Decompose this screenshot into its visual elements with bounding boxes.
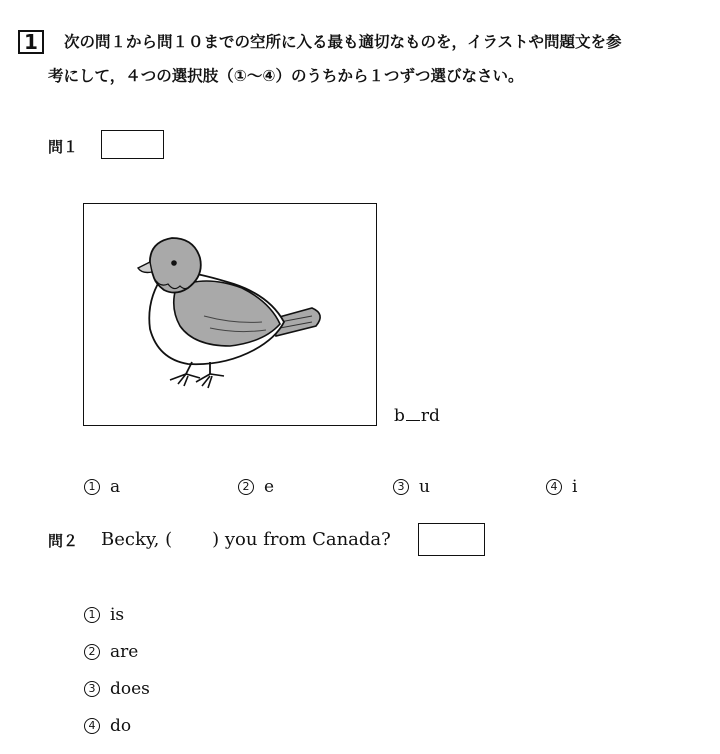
q1-choice-4[interactable]: [546, 476, 577, 497]
q1-choice-4-number: 4: [546, 479, 562, 495]
q2-choice-1-number: 1: [84, 607, 100, 623]
q1-answer-box[interactable]: [101, 130, 164, 159]
q1-choice-3[interactable]: [393, 476, 430, 497]
q2-choice-1-text: is: [110, 604, 125, 625]
q1-choice-1-text: a: [110, 476, 121, 497]
q2-choice-3-number: 3: [84, 681, 100, 697]
q2-choice-4[interactable]: [84, 715, 131, 736]
q1-choice-3-number: 3: [393, 479, 409, 495]
instruction-line-1: 次の問１から問１０までの空所に入る最も適切なものを，イラストや問題文を参: [64, 33, 622, 51]
section-number: 1: [24, 30, 38, 54]
q2-choice-4-number: 4: [84, 718, 100, 734]
q1-illustration-frame: [83, 203, 377, 426]
q1-choice-2-number: 2: [238, 479, 254, 495]
q1-word-end: rd: [420, 406, 440, 426]
q2-sentence-end: ) you from Canada?: [212, 529, 391, 550]
q2-choice-2-text: are: [110, 641, 139, 662]
q1-word: [394, 406, 440, 426]
q2-sentence-start: Becky, (: [101, 529, 173, 550]
instruction-line-2: 考にして，４つの選択肢（①〜④）のうちから１つずつ選びなさい。: [48, 67, 524, 85]
q2-choice-3[interactable]: [84, 678, 150, 699]
q1-choice-1[interactable]: [84, 476, 120, 497]
q2-choice-2-number: 2: [84, 644, 100, 660]
q2-choice-3-text: does: [110, 678, 150, 699]
bird-illustration: [84, 204, 375, 424]
q2-sentence: [101, 529, 391, 550]
q2-answer-box[interactable]: [418, 523, 485, 556]
q1-choice-4-text: i: [572, 476, 578, 497]
q1-choice-2-text: e: [264, 476, 275, 497]
q1-choice-2[interactable]: [238, 476, 274, 497]
q2-choice-2[interactable]: [84, 641, 138, 662]
section-number-box: [18, 30, 44, 54]
q2-label: 問２: [48, 532, 79, 550]
q1-word-blank: [406, 406, 420, 421]
q2-choice-4-text: do: [110, 715, 132, 736]
q1-choice-1-number: 1: [84, 479, 100, 495]
q1-label: 問１: [48, 138, 79, 156]
q2-choice-1[interactable]: [84, 604, 124, 625]
q1-word-start: b: [394, 406, 405, 426]
q1-choice-3-text: u: [419, 476, 430, 497]
